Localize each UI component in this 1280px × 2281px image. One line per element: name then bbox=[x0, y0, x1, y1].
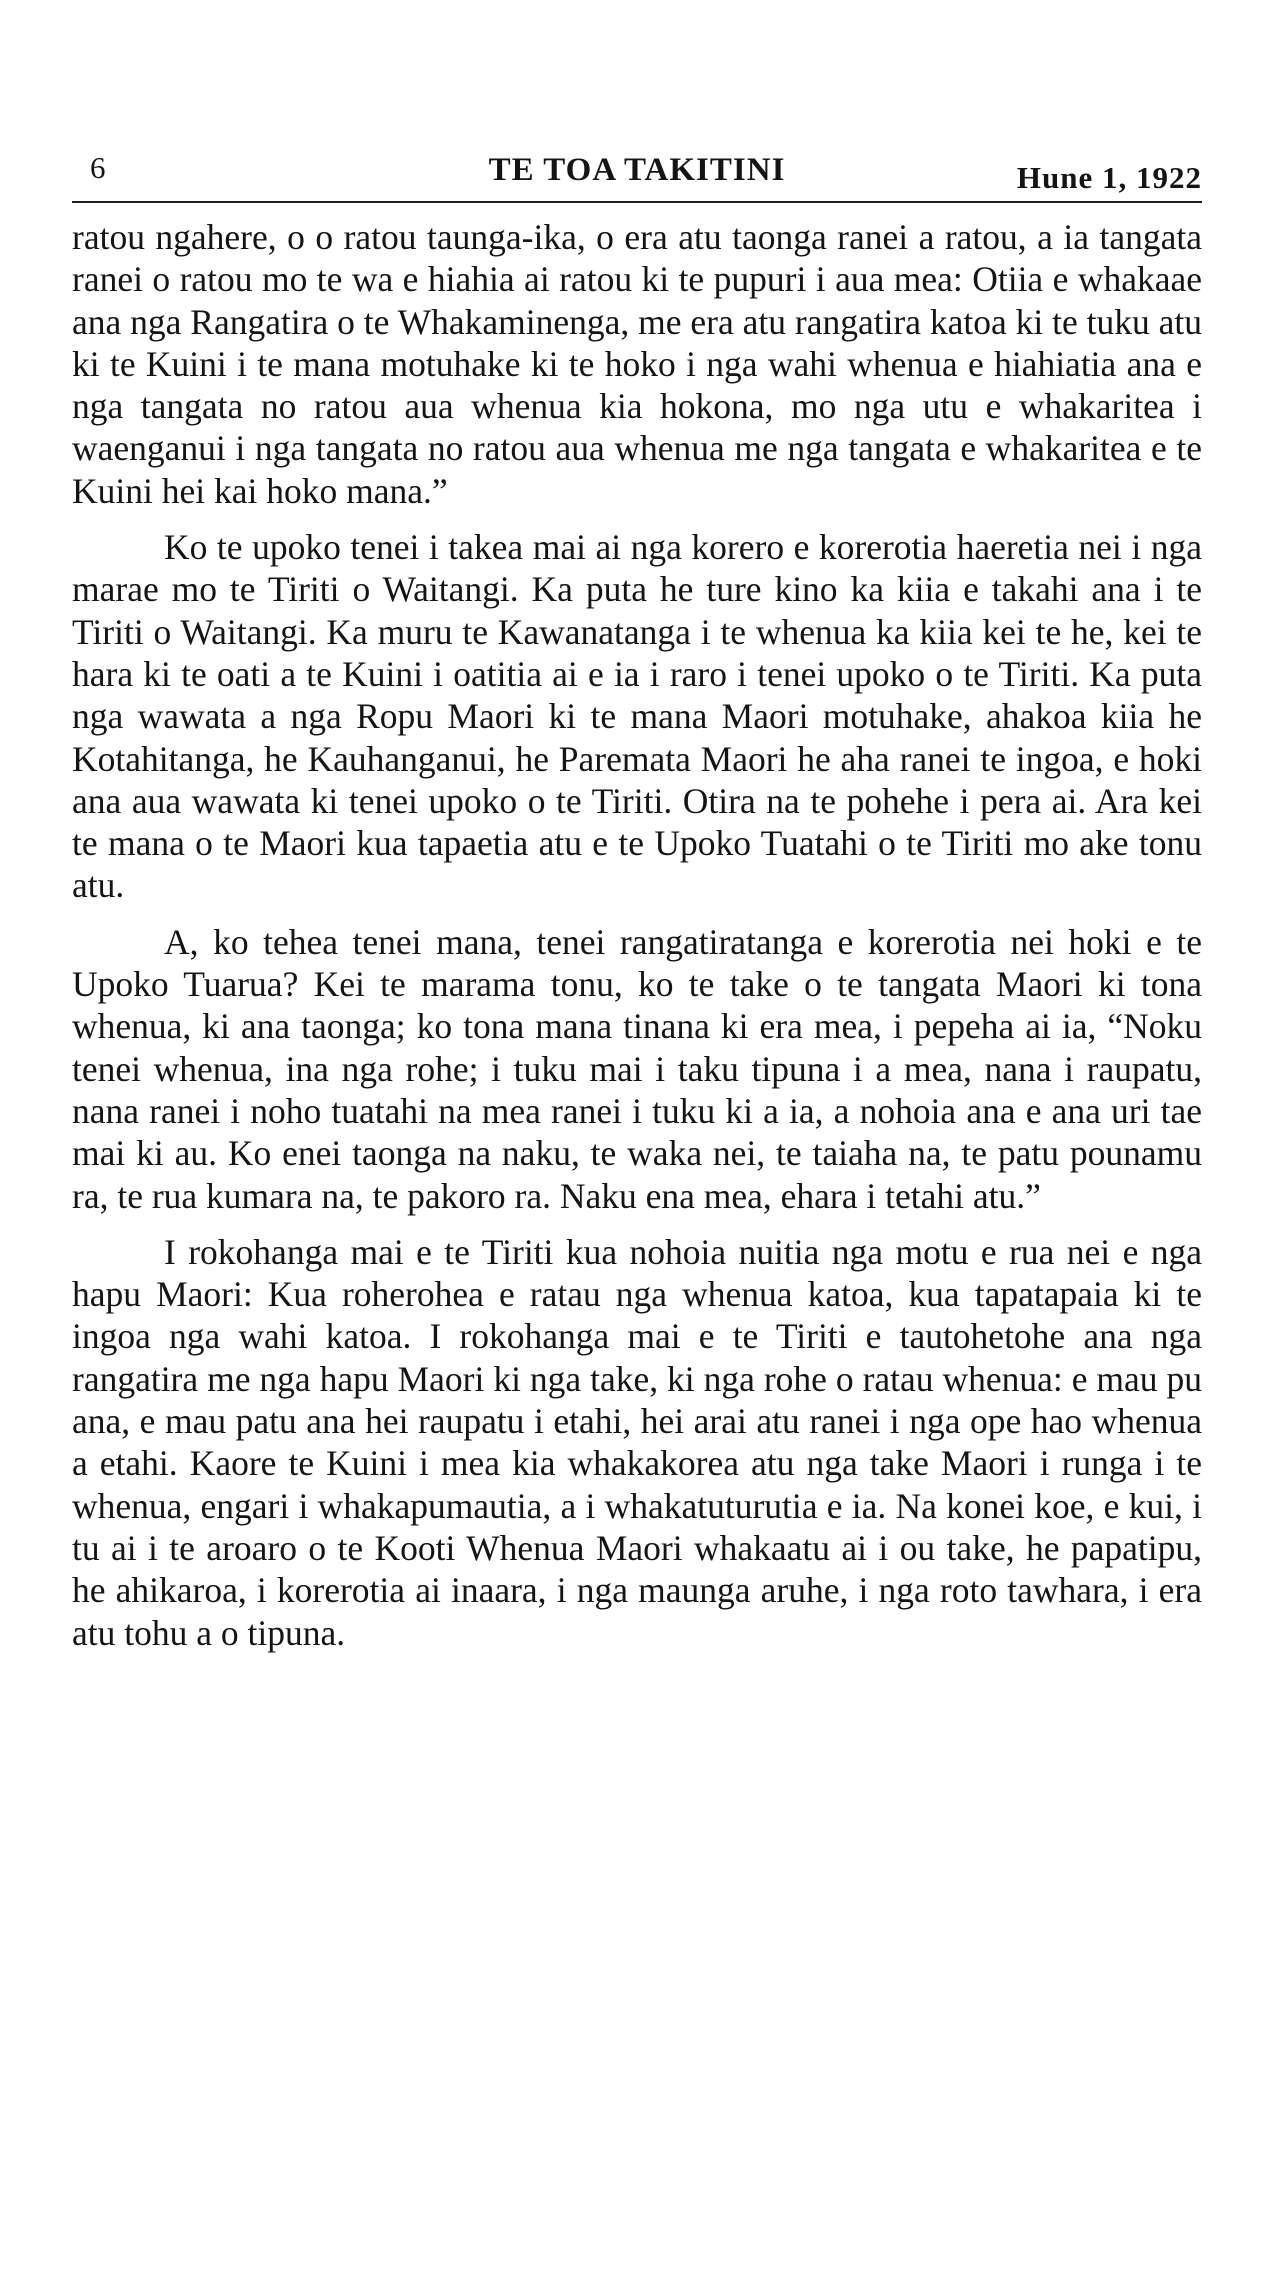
paragraph-gap bbox=[72, 512, 1202, 526]
paragraph-gap bbox=[72, 907, 1202, 921]
paragraph: I rokohanga mai e te Tiriti kua nohoia nuitia nga motu e rua nei e nga hapu Maori: Kua roherohea e ratau nga whenua katoa, kua tapatapaia ki te ingoa nga wahi katoa. I rokohanga mai e te Tiriti e tautohetohe ana nga rangatira me nga hapu Maori ki nga take, ki nga rohe o ratau whenua: e mau pu ana, e mau patu ana hei raupatu i etahi, hei arai atu ranei i nga ope hao whenua a etahi. Kaore te Kuini i mea kia whakakorea atu nga take Maori i runga i te whenua, engari i whakapumautia, a i whakatuturutia e ia. Na konei koe, e kui, i tu ai i te aroaro o te Kooti Whenua Maori whakaatu ai i ou take, he papatipu, he ahikaroa, i korerotia ai inaara, i nga maunga aruhe, i nga roto tawhara, i era atu tohu a o tipuna. bbox=[72, 1231, 1202, 1653]
paragraph: A, ko tehea tenei mana, tenei rangatiratanga e korerotia nei hoki e te Upoko Tuarua? Kei te marama tonu, ko te take o te tangata Maori ki tona whenua, ki ana taonga; ko tona mana tinana ki era mea, i pepeha ai ia, “Noku tenei whenua, ina nga rohe; i tuku mai i taku tipuna i a mea, nana i raupatu, nana ranei i noho tuatahi na mea ranei i tuku ki a ia, a nohoia ana e ana uri tae mai ki au. Ko enei taonga na naku, te waka nei, te taiaha na, te patu pounamu ra, te rua kumara na, te pakoro ra. Naku ena mea, ehara i tetahi atu.” bbox=[72, 921, 1202, 1216]
body-text bbox=[72, 216, 1202, 1654]
header-rule bbox=[72, 201, 1202, 203]
running-title: TE TOA TAKITINI bbox=[488, 152, 786, 188]
page-number: 6 bbox=[90, 150, 106, 185]
paragraph: Ko te upoko tenei i takea mai ai nga korero e korerotia haeretia nei i nga marae mo te Tiriti o Waitangi. Ka puta he ture kino ka kiia e takahi ana i te Tiriti o Waitangi. Ka muru te Kawanatanga i te whenua ka kiia kei te he, kei te hara ki te oati a te Kuini i oatitia ai e ia i raro i tenei upoko o te Tiriti. Ka puta nga wawata a nga Ropu Maori ki te mana Maori motuhake, ahakoa kiia he Kotahitanga, he Kauhanganui, he Paremata Maori he aha ranei te ingoa, e hoki ana aua wawata ki tenei upoko o te Tiriti. Otira na te pohehe i pera ai. Ara kei te mana o te Maori kua tapaetia atu e te Upoko Tuatahi o te Tiriti mo ake tonu atu. bbox=[72, 527, 1202, 906]
header-date: Hune 1, 1922 bbox=[1016, 160, 1202, 195]
paragraph-gap bbox=[72, 1217, 1202, 1231]
paragraph: ratou ngahere, o o ratou taunga-ika, o era atu taonga ranei a ratou, a ia tangata ranei o ratou mo te wa e hiahia ai ratou ki te pupuri i aua mea: Otiia e whakaae ana nga Rangatira o te Whakaminenga, me era atu rangatira katoa ki te tuku atu ki te Kuini i te mana motuhake ki te hoko i nga wahi whenua e hiahiatia ana e nga tangata no ratou aua whenua kia hokona, mo nga utu e whakaritea i waenganui i nga tangata no ratou aua whenua me nga tangata e whakaritea e te Kuini hei kai hoko mana.” bbox=[72, 217, 1202, 511]
page-header bbox=[72, 150, 1202, 200]
